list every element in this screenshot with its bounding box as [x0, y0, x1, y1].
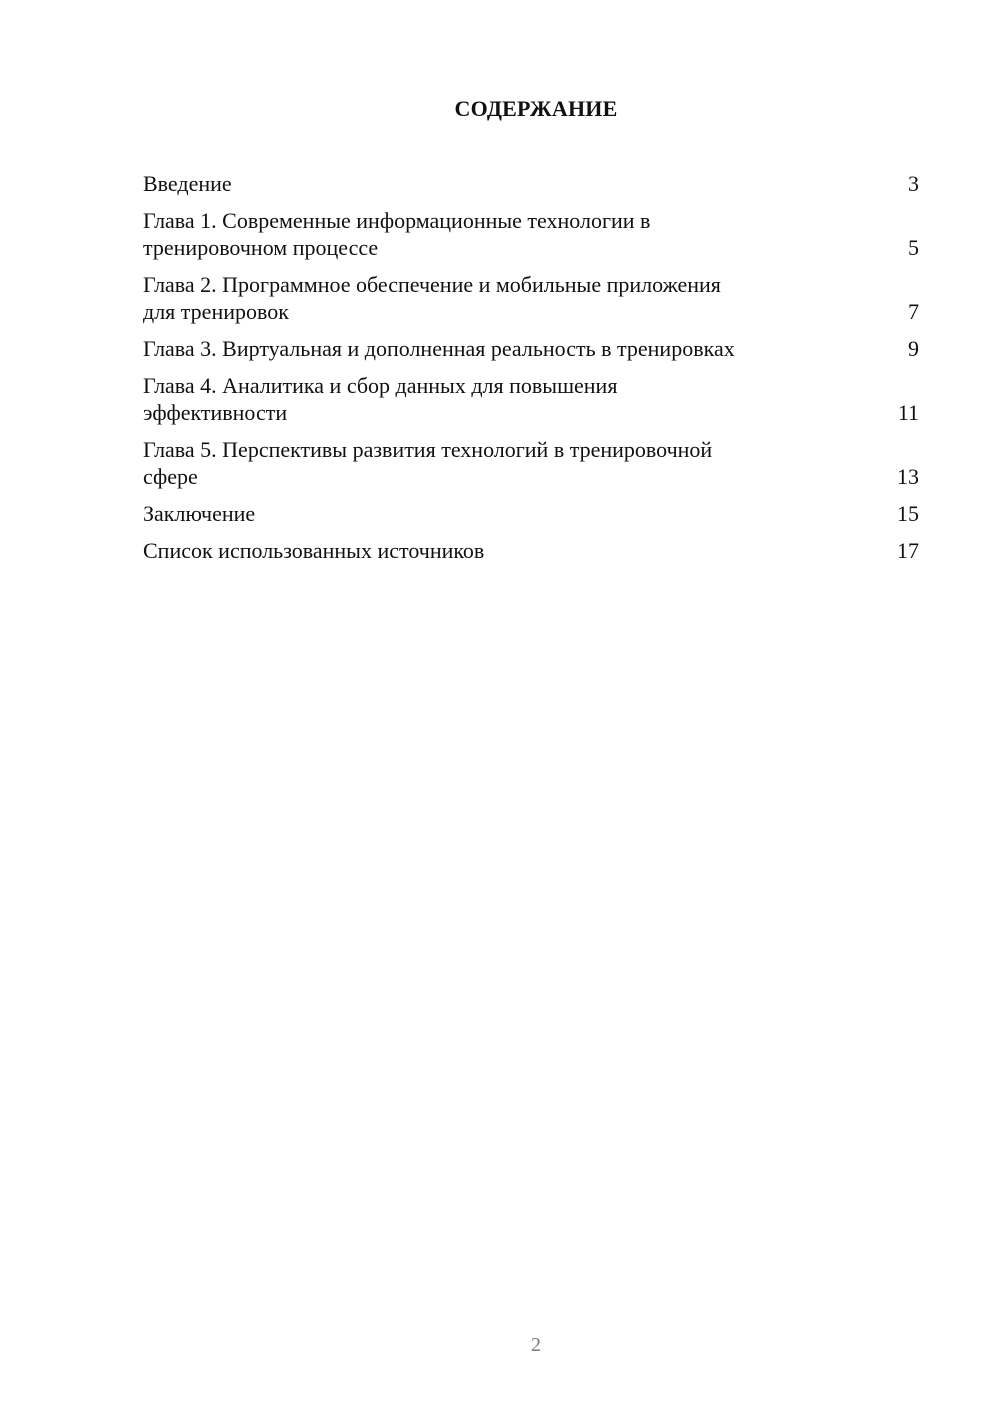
- toc-entry-chapter-4: [143, 372, 919, 426]
- toc-entry-text: [143, 170, 232, 197]
- page-number: 2: [531, 1334, 541, 1356]
- toc-entry-chapter-5: [143, 436, 919, 490]
- toc-entry-line: Список использованных источников: [143, 538, 485, 563]
- toc-entry-page: 11: [897, 400, 919, 425]
- toc-entry-text: [143, 500, 255, 527]
- toc-entry-text: [143, 271, 721, 325]
- toc-entry-text: [143, 436, 712, 490]
- toc-entry-introduction: [143, 170, 919, 197]
- toc-entry-page: 3: [908, 171, 919, 196]
- toc-entry-page: 5: [908, 235, 919, 260]
- table-of-contents: [143, 170, 919, 574]
- toc-entry-line: Глава 1. Современные информационные технологии в: [143, 208, 651, 233]
- toc-entry-line: Введение: [143, 171, 232, 196]
- toc-entry-conclusion: [143, 500, 919, 527]
- toc-entry-page: 9: [908, 336, 919, 361]
- toc-title: СОДЕРЖАНИЕ: [454, 96, 618, 121]
- toc-entry-text: [143, 207, 650, 261]
- toc-entry-text: [143, 372, 617, 426]
- toc-entry-page: 13: [897, 464, 919, 489]
- toc-entry-line: Глава 3. Виртуальная и дополненная реальность в тренировках: [143, 336, 735, 361]
- toc-entry-text: [143, 537, 484, 564]
- toc-entry-page: 17: [897, 538, 919, 563]
- toc-entry-line: эффективности: [143, 400, 288, 425]
- toc-entry-line: Глава 2. Программное обеспечение и мобильные приложения: [143, 272, 721, 297]
- toc-entry-chapter-2: [143, 271, 919, 325]
- toc-entry-line: Заключение: [143, 501, 256, 526]
- toc-entry-text: [143, 335, 735, 362]
- toc-entry-line: Глава 4. Аналитика и сбор данных для повышения: [143, 373, 618, 398]
- toc-entry-chapter-1: [143, 207, 919, 261]
- toc-entry-line: для тренировок: [143, 299, 289, 324]
- toc-entry-references: [143, 537, 919, 564]
- toc-entry-line: тренировочном процессе: [143, 235, 379, 260]
- toc-entry-page: 7: [908, 299, 919, 324]
- toc-entry-page: 15: [897, 501, 919, 526]
- toc-entry-chapter-3: [143, 335, 919, 362]
- toc-entry-line: Глава 5. Перспективы развития технологий в тренировочной: [143, 437, 713, 462]
- toc-entry-line: сфере: [143, 464, 198, 489]
